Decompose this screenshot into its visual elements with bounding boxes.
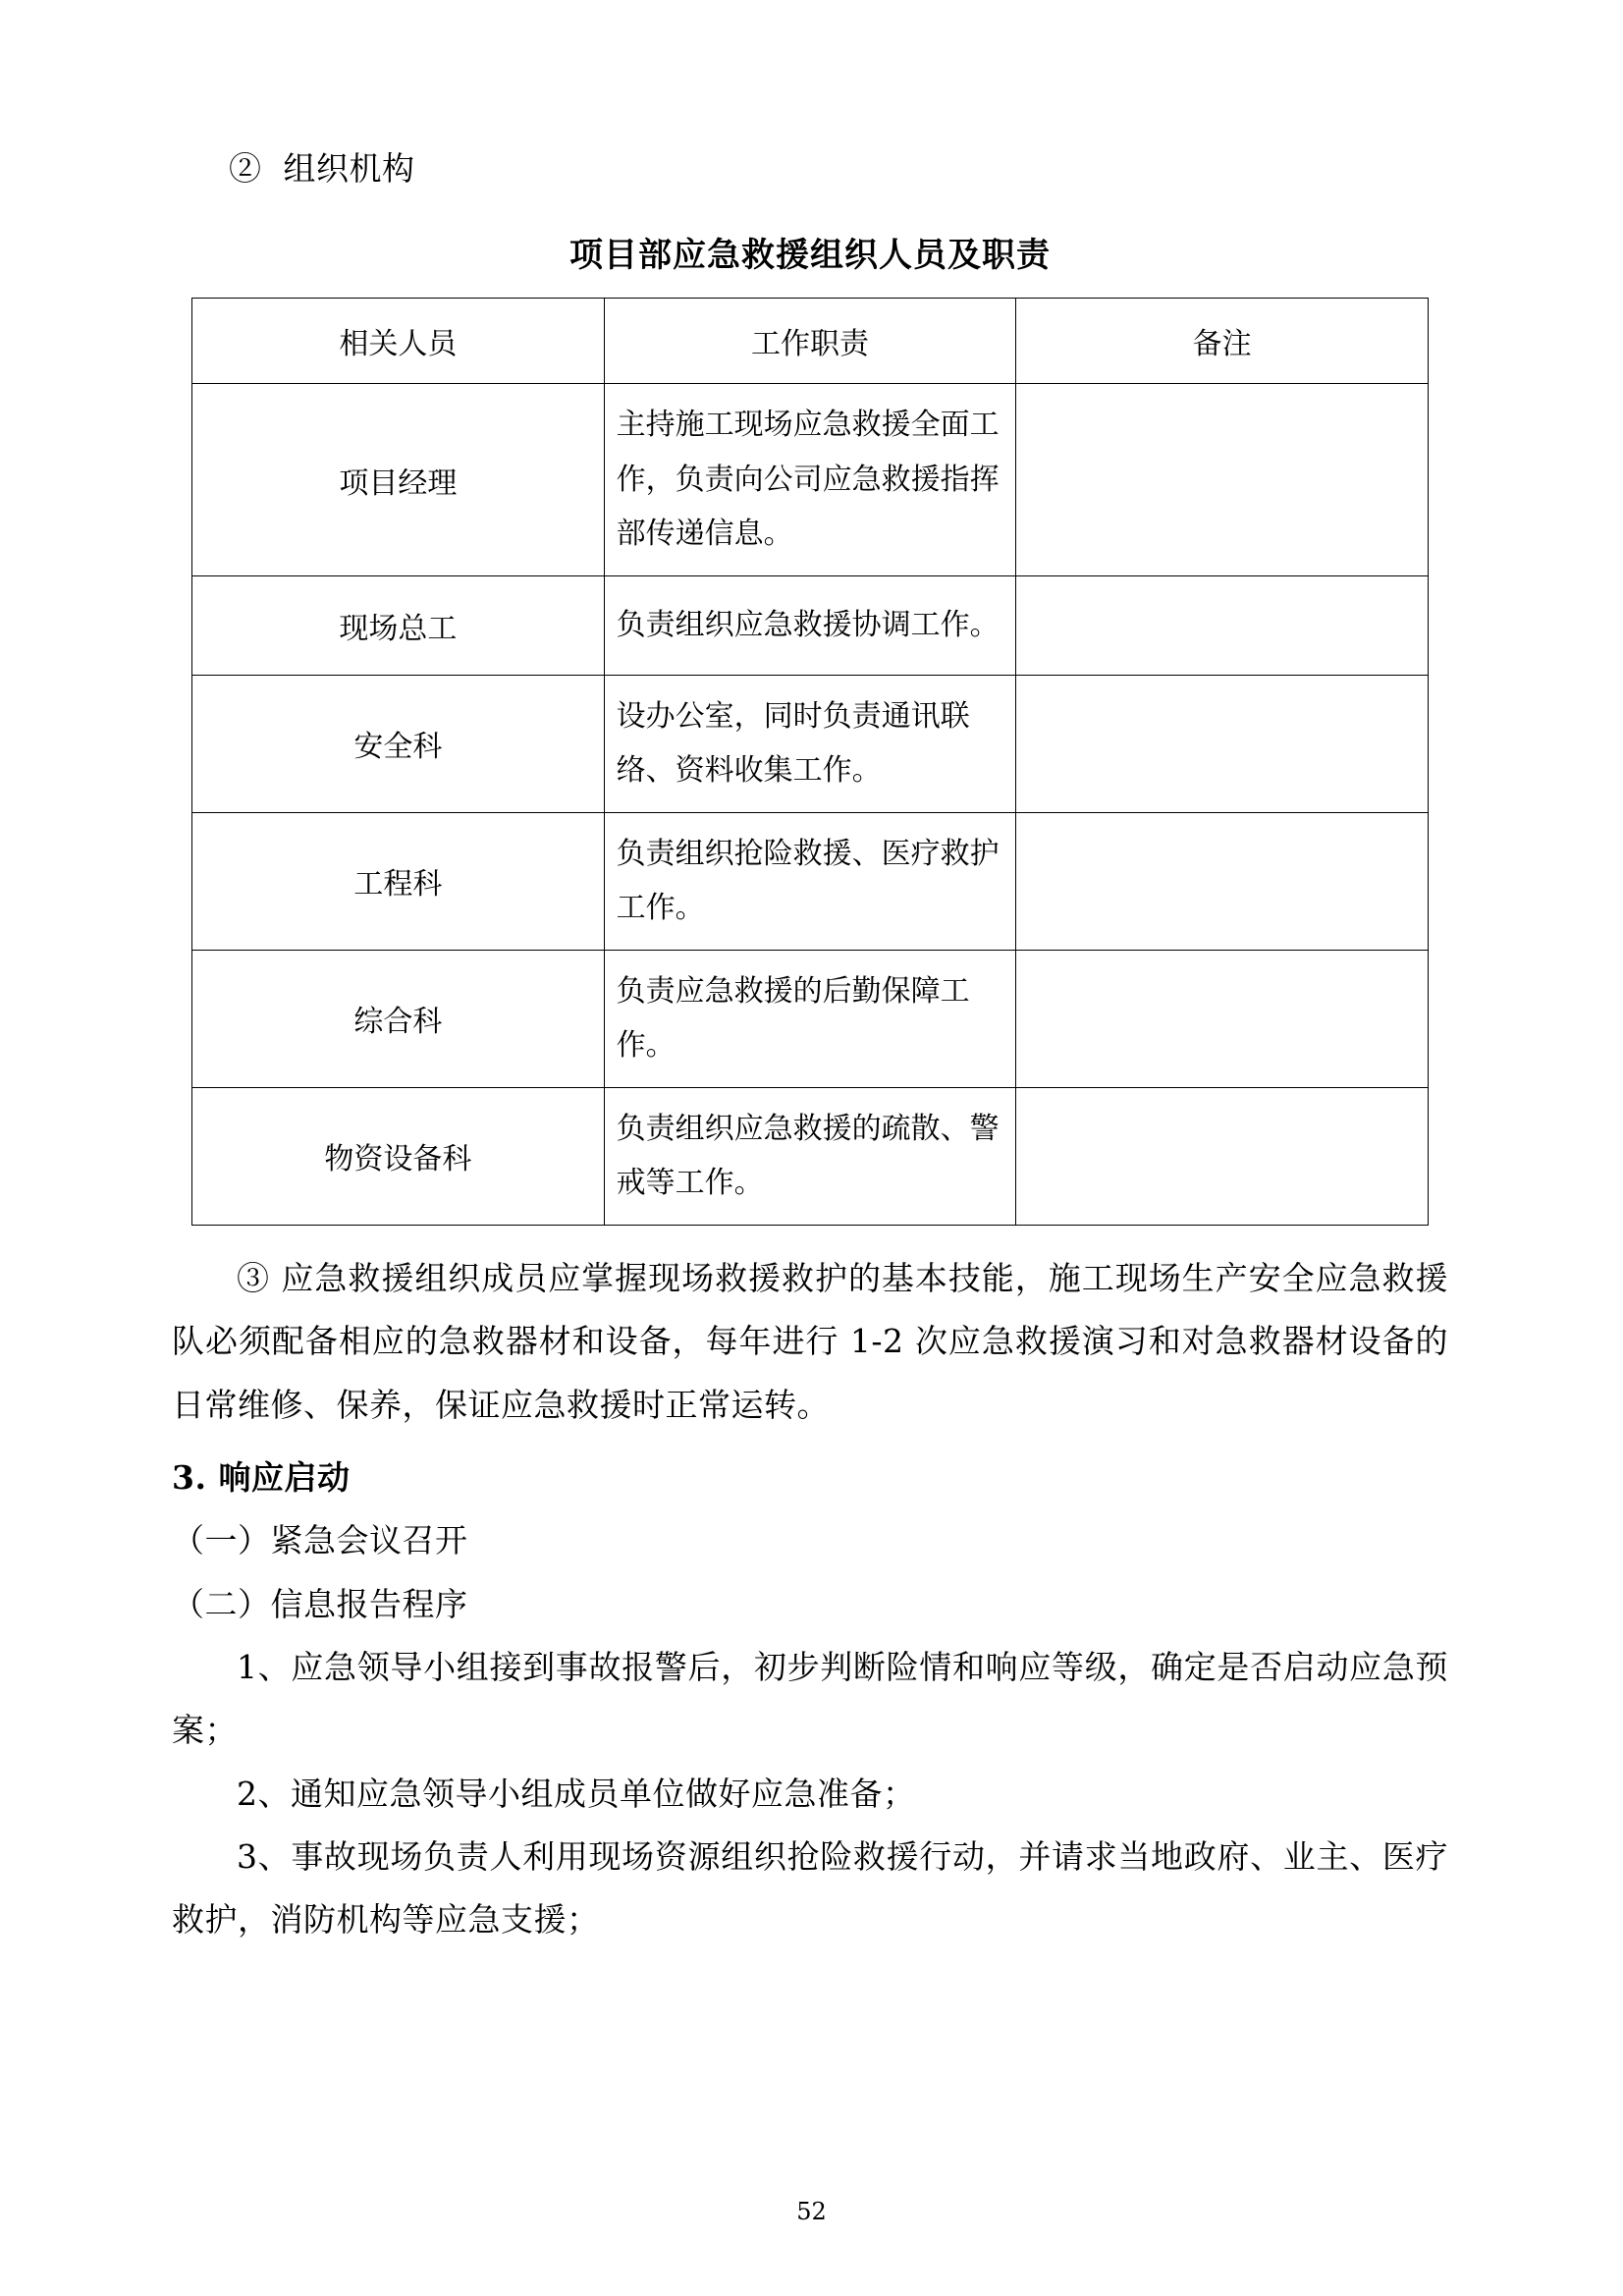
table-header-note: 备注: [1016, 299, 1429, 384]
cell-person: 项目经理: [192, 384, 605, 576]
section-heading-response-activation: 3. 响应启动: [172, 1457, 351, 1497]
subsection-emergency-meeting: （一）紧急会议召开: [172, 1521, 468, 1560]
cell-note: [1016, 950, 1429, 1087]
table-row: [192, 812, 1429, 950]
cell-person: 安全科: [192, 675, 605, 812]
cell-note: [1016, 384, 1429, 576]
paragraph-item-3: ③ 应急救援组织成员应掌握现场救援救护的基本技能，施工现场生产安全应急救援队必须配备相应的急救器材和设备，每年进行 1-2 次应急救援演习和对急救器材设备的日常维修、保养，保证应急救援时正常运转。: [172, 1258, 1448, 1424]
cell-note: [1016, 675, 1429, 812]
cell-person: 工程科: [192, 812, 605, 950]
cell-note: [1016, 575, 1429, 675]
cell-person: 物资设备科: [192, 1087, 605, 1225]
cell-duty: 负责组织抢险救援、医疗救护工作。: [604, 812, 1016, 950]
cell-note: [1016, 812, 1429, 950]
subsection-information-report: （二）信息报告程序: [172, 1584, 468, 1623]
table-row: [192, 950, 1429, 1087]
cell-duty: 负责应急救援的后勤保障工作。: [604, 950, 1016, 1087]
emergency-rescue-responsibility-table: [191, 298, 1429, 1226]
page-number: 52: [796, 2198, 827, 2225]
cell-duty: 主持施工现场应急救援全面工作，负责向公司应急救援指挥部传递信息。: [604, 384, 1016, 576]
cell-duty: 设办公室，同时负责通讯联络、资料收集工作。: [604, 675, 1016, 812]
table-row: [192, 675, 1429, 812]
table-header-person: 相关人员: [192, 299, 605, 384]
table-title: 项目部应急救援组织人员及职责: [569, 236, 1051, 276]
cell-person: 综合科: [192, 950, 605, 1087]
cell-person: 现场总工: [192, 575, 605, 675]
heading-organization-structure: ② 组织机构: [229, 149, 415, 188]
cell-duty: 负责组织应急救援的疏散、警戒等工作。: [604, 1087, 1016, 1225]
table-row: [192, 575, 1429, 675]
table-header-row: [192, 299, 1429, 384]
cell-duty: 负责组织应急救援协调工作。: [604, 575, 1016, 675]
cell-note: [1016, 1087, 1429, 1225]
table-header-duty: 工作职责: [604, 299, 1016, 384]
table-row: [192, 1087, 1429, 1225]
list-item-1: 1、应急领导小组接到事故报警后，初步判断险情和响应等级，确定是否启动应急预案；: [172, 1647, 1448, 1750]
page-content: [172, 137, 1448, 1952]
list-item-3: 3、事故现场负责人利用现场资源组织抢险救援行动，并请求当地政府、业主、医疗救护，消防机构等应急支援；: [172, 1836, 1448, 1940]
table-row: [192, 384, 1429, 576]
list-item-2: 2、通知应急领导小组成员单位做好应急准备；: [237, 1774, 916, 1813]
